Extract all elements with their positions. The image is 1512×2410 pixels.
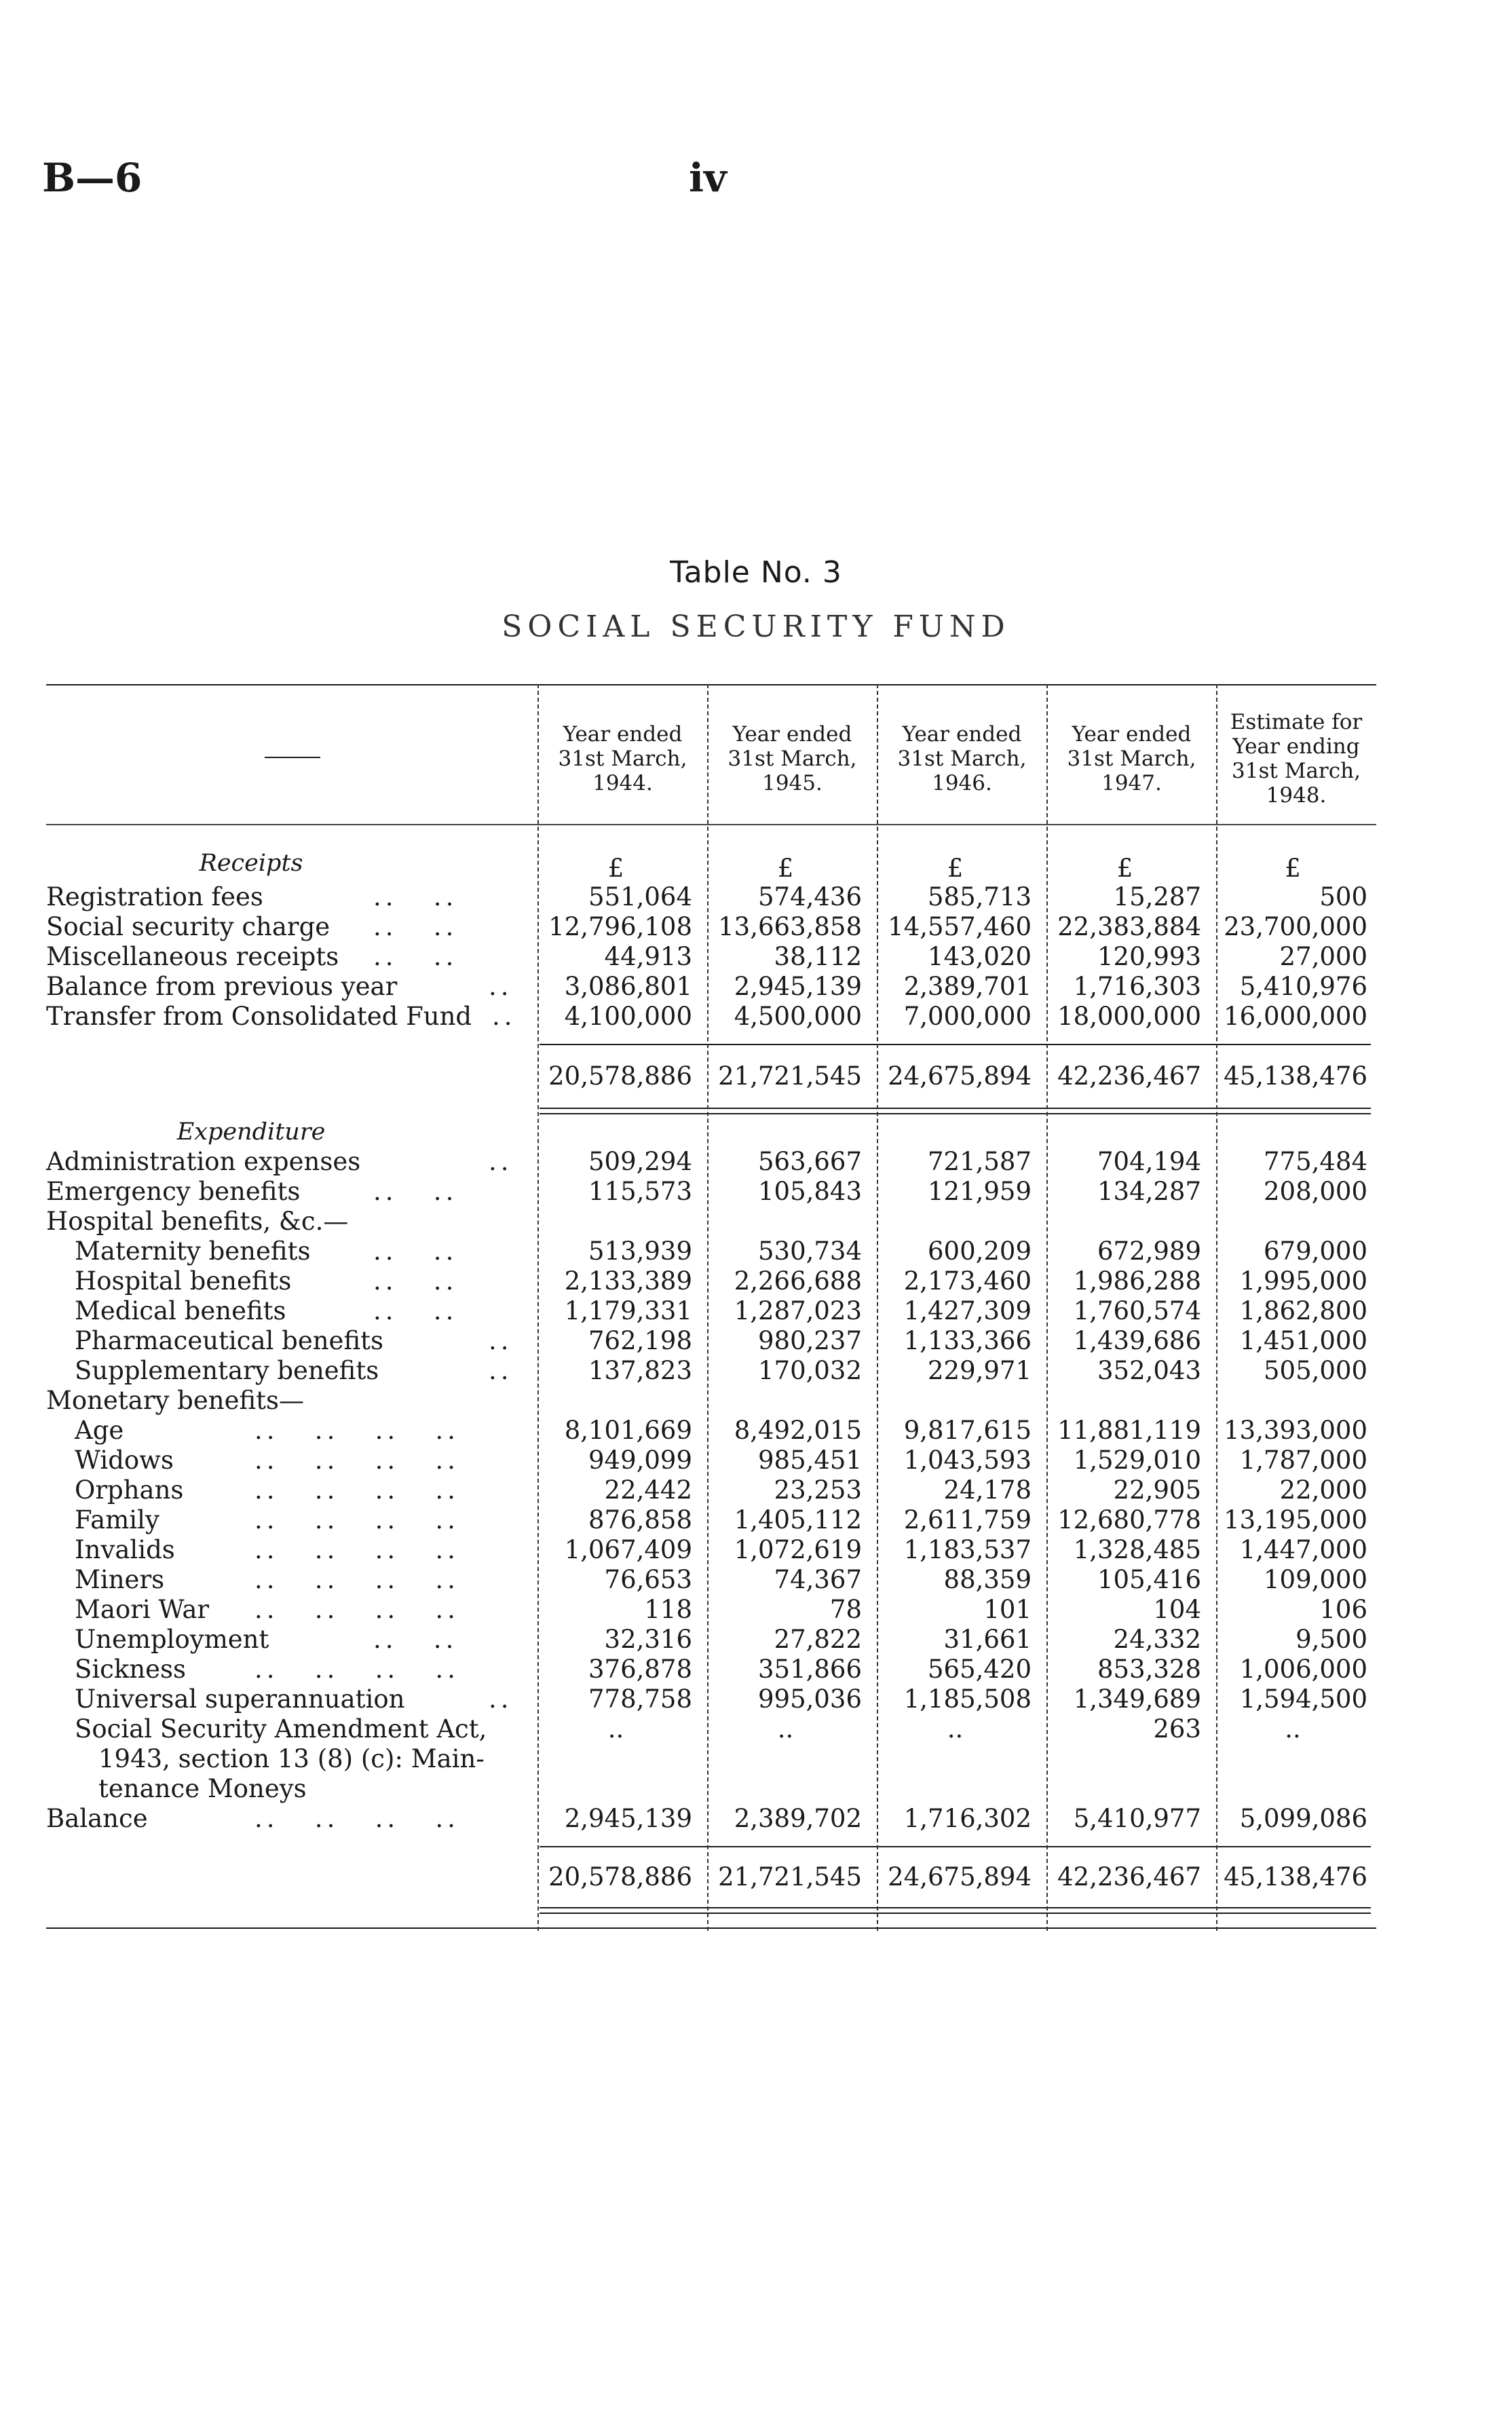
cell-1946: 121,959 — [927, 1177, 1032, 1206]
table-row — [0, 1774, 1512, 1804]
cell-1948: 1,006,000 — [1239, 1655, 1367, 1684]
leader-dots: .. .. .. .. — [254, 1505, 459, 1535]
table-row — [0, 1266, 1512, 1296]
column-header-1947: Year ended 31st March, 1947. — [1067, 722, 1196, 795]
cell-1948: 9,500 — [1296, 1625, 1367, 1654]
cell-1946: 2,389,701 — [903, 972, 1032, 1001]
cell-1948: 1,451,000 — [1239, 1326, 1367, 1355]
row-label: Unemployment — [75, 1625, 269, 1654]
cell-1947: 1,986,288 — [1073, 1266, 1201, 1296]
leader-dots: .. .. .. .. — [254, 1565, 459, 1594]
currency-symbol: £ — [947, 854, 964, 883]
cell-1948: 13,393,000 — [1224, 1416, 1367, 1445]
cell-1944: 762,198 — [588, 1326, 692, 1355]
cell-1945: 985,451 — [757, 1446, 862, 1475]
total-1946: 24,675,894 — [888, 1862, 1032, 1891]
cell-1946: 721,587 — [927, 1147, 1032, 1176]
stub-header-dash — [265, 757, 320, 758]
cell-1947: 105,416 — [1097, 1565, 1201, 1594]
cell-1947: 11,881,119 — [1057, 1416, 1201, 1445]
cell-1945: 1,405,112 — [734, 1505, 862, 1535]
cell-1947: 24,332 — [1113, 1625, 1201, 1654]
cell-1945: 170,032 — [757, 1356, 862, 1385]
leader-dots: .. .. .. .. — [254, 1535, 459, 1564]
row-label: Pharmaceutical benefits — [75, 1326, 383, 1355]
table-top-rule — [46, 684, 1376, 685]
currency-symbol: £ — [777, 854, 794, 883]
expenditure-total-bottom-rule — [540, 1907, 1371, 1908]
leader-dots: .. .. .. .. — [254, 1655, 459, 1684]
table-row — [0, 1002, 1512, 1032]
cell-1944: 509,294 — [588, 1147, 692, 1176]
total-1944: 20,578,886 — [548, 1862, 692, 1891]
cell-1948: .. — [1285, 1714, 1301, 1744]
cell-1946: 1,043,593 — [903, 1446, 1032, 1475]
cell-1947: 352,043 — [1097, 1356, 1201, 1385]
leader-dots: .. .. .. .. — [254, 1804, 459, 1833]
cell-1948: 500 — [1319, 882, 1367, 911]
cell-1945: 23,253 — [774, 1475, 862, 1505]
cell-1947: 134,287 — [1097, 1177, 1201, 1206]
leader-dots: .. .. — [373, 1625, 458, 1654]
cell-1946: 229,971 — [927, 1356, 1032, 1385]
page-number: iv — [689, 155, 727, 201]
cell-1944: 1,067,409 — [564, 1535, 692, 1564]
row-label: Maternity benefits — [75, 1237, 311, 1266]
row-label: Registration fees — [46, 882, 263, 911]
cell-1947: 1,760,574 — [1073, 1296, 1201, 1325]
table-number: Table No. 3 — [670, 555, 842, 590]
cell-1946: 565,420 — [927, 1655, 1032, 1684]
expenditure-total-row — [0, 1862, 1512, 1892]
column-header-1944: Year ended 31st March, 1944. — [558, 722, 687, 795]
cell-1947: 5,410,977 — [1073, 1804, 1201, 1833]
cell-1947: 104 — [1153, 1595, 1201, 1624]
table-row — [0, 1147, 1512, 1177]
cell-1948: 1,862,800 — [1239, 1296, 1367, 1325]
row-label: Orphans — [75, 1475, 184, 1505]
table-row — [0, 972, 1512, 1002]
total-1944: 20,578,886 — [548, 1061, 692, 1091]
row-label: Age — [75, 1416, 124, 1445]
cell-1944: 137,823 — [588, 1356, 692, 1385]
cell-1946: 1,133,366 — [903, 1326, 1032, 1355]
cell-1945: 1,287,023 — [734, 1296, 862, 1325]
cell-1948: 5,410,976 — [1239, 972, 1367, 1001]
cell-1948: 1,995,000 — [1239, 1266, 1367, 1296]
cell-1946: 1,183,537 — [903, 1535, 1032, 1564]
cell-1947: 22,905 — [1113, 1475, 1201, 1505]
cell-1946: 143,020 — [927, 942, 1032, 971]
row-label: Social security charge — [46, 912, 330, 941]
table-row — [0, 1416, 1512, 1446]
cell-1945: 8,492,015 — [734, 1416, 862, 1445]
cell-1944: 4,100,000 — [564, 1002, 692, 1031]
cell-1947: 15,287 — [1113, 882, 1201, 911]
cell-1946: 1,716,302 — [903, 1804, 1032, 1833]
cell-1946: 2,173,460 — [903, 1266, 1032, 1296]
cell-1944: 12,796,108 — [548, 912, 692, 941]
table-row — [0, 1565, 1512, 1595]
table-row — [0, 1207, 1512, 1237]
table-row — [0, 1535, 1512, 1565]
leader-dots: .. .. .. .. — [254, 1475, 459, 1505]
table-title: SOCIAL SECURITY FUND — [502, 609, 1010, 644]
cell-1948: 23,700,000 — [1224, 912, 1367, 941]
leader-dots: .. .. — [373, 942, 458, 971]
row-label: Monetary benefits— — [46, 1386, 305, 1415]
cell-1948: 22,000 — [1279, 1475, 1367, 1505]
cell-1944: 22,442 — [604, 1475, 692, 1505]
total-1945: 21,721,545 — [718, 1862, 862, 1891]
cell-1947: 263 — [1153, 1714, 1201, 1744]
total-1948: 45,138,476 — [1224, 1061, 1367, 1091]
row-label: Miscellaneous receipts — [46, 942, 339, 971]
table-row — [0, 1475, 1512, 1505]
table-row — [0, 882, 1512, 912]
cell-1947: 704,194 — [1097, 1147, 1201, 1176]
leader-dots: .. .. — [373, 882, 458, 911]
expenditure-heading: Expenditure — [176, 1118, 326, 1146]
cell-1948: 1,787,000 — [1239, 1446, 1367, 1475]
cell-1945: 2,945,139 — [734, 972, 862, 1001]
receipts-total-top-rule — [540, 1044, 1371, 1045]
row-label: Miners — [75, 1565, 165, 1594]
cell-1946: 14,557,460 — [888, 912, 1032, 941]
cell-1944: 3,086,801 — [564, 972, 692, 1001]
leader-dots: .. — [489, 972, 513, 1001]
cell-1944: 8,101,669 — [564, 1416, 692, 1445]
row-label: Administration expenses — [46, 1147, 361, 1176]
column-header-1945: Year ended 31st March, 1945. — [727, 722, 857, 795]
cell-1947: 672,989 — [1097, 1237, 1201, 1266]
table-row — [0, 1625, 1512, 1655]
currency-symbol: £ — [607, 854, 624, 883]
table-row — [0, 1655, 1512, 1684]
expenditure-total-top-rule — [540, 1846, 1371, 1847]
expenditure-total-bottom-rule-2 — [540, 1913, 1371, 1914]
column-header-1948-estimate: Estimate for Year ending 31st March, 1948. — [1230, 710, 1363, 808]
cell-1946: 1,427,309 — [903, 1296, 1032, 1325]
leader-dots: .. .. — [373, 912, 458, 941]
row-label: Social Security Amendment Act, — [75, 1714, 487, 1744]
table-row — [0, 1326, 1512, 1356]
cell-1948: 13,195,000 — [1224, 1505, 1367, 1535]
cell-1945: 980,237 — [757, 1326, 862, 1355]
cell-1947: 22,383,884 — [1057, 912, 1201, 941]
cell-1948: 208,000 — [1263, 1177, 1367, 1206]
leader-dots: .. .. .. .. — [254, 1416, 459, 1445]
leader-dots: .. .. .. .. — [254, 1446, 459, 1475]
cell-1944: 513,939 — [588, 1237, 692, 1266]
total-1945: 21,721,545 — [718, 1061, 862, 1091]
table-row — [0, 1356, 1512, 1386]
leader-dots: .. — [489, 1147, 513, 1176]
receipts-total-bottom-rule — [540, 1108, 1371, 1109]
cell-1947: 853,328 — [1097, 1655, 1201, 1684]
receipts-total-row — [0, 1061, 1512, 1091]
table-row — [0, 1296, 1512, 1326]
cell-1947: 120,993 — [1097, 942, 1201, 971]
cell-1945: 574,436 — [757, 882, 862, 911]
cell-1944: 876,858 — [588, 1505, 692, 1535]
cell-1948: 775,484 — [1263, 1147, 1367, 1176]
table-row — [0, 1237, 1512, 1266]
row-label: Sickness — [75, 1655, 187, 1684]
cell-1946: 88,359 — [943, 1565, 1032, 1594]
leader-dots: .. — [489, 1326, 513, 1355]
cell-1946: 1,185,508 — [903, 1684, 1032, 1714]
cell-1945: 13,663,858 — [718, 912, 862, 941]
cell-1946: 585,713 — [927, 882, 1032, 911]
cell-1946: 9,817,615 — [903, 1416, 1032, 1445]
cell-1945: 1,072,619 — [734, 1535, 862, 1564]
row-label: Balance from previous year — [46, 972, 398, 1001]
cell-1944: 76,653 — [604, 1565, 692, 1594]
row-label: Emergency benefits — [46, 1177, 301, 1206]
cell-1945: .. — [777, 1714, 794, 1744]
cell-1944: 551,064 — [588, 882, 692, 911]
cell-1945: 38,112 — [774, 942, 862, 971]
cell-1947: 1,716,303 — [1073, 972, 1201, 1001]
table-row — [0, 1177, 1512, 1207]
cell-1948: 1,594,500 — [1239, 1684, 1367, 1714]
table-row — [0, 1744, 1512, 1774]
row-label: Balance — [46, 1804, 148, 1833]
cell-1948: 16,000,000 — [1224, 1002, 1367, 1031]
table-row — [0, 1714, 1512, 1744]
cell-1945: 2,266,688 — [734, 1266, 862, 1296]
cell-1947: 1,439,686 — [1073, 1326, 1201, 1355]
cell-1948: 109,000 — [1263, 1565, 1367, 1594]
leader-dots: .. .. — [373, 1266, 458, 1296]
row-label: Universal superannuation — [75, 1684, 405, 1714]
table-row — [0, 1595, 1512, 1625]
table-bottom-rule — [46, 1927, 1376, 1929]
cell-1946: 7,000,000 — [903, 1002, 1032, 1031]
cell-1948: 5,099,086 — [1239, 1804, 1367, 1833]
row-label: Medical benefits — [75, 1296, 286, 1325]
cell-1945: 995,036 — [757, 1684, 862, 1714]
total-1946: 24,675,894 — [888, 1061, 1032, 1091]
header-bottom-rule — [46, 824, 1376, 825]
cell-1945: 351,866 — [757, 1655, 862, 1684]
cell-1944: 778,758 — [588, 1684, 692, 1714]
cell-1947: 18,000,000 — [1057, 1002, 1201, 1031]
cell-1944: 2,945,139 — [564, 1804, 692, 1833]
row-label: Maori War — [75, 1595, 210, 1624]
cell-1945: 4,500,000 — [734, 1002, 862, 1031]
cell-1944: .. — [607, 1714, 624, 1744]
cell-1944: 376,878 — [588, 1655, 692, 1684]
currency-symbol: £ — [1285, 854, 1301, 883]
leader-dots: .. — [489, 1356, 513, 1385]
cell-1945: 2,389,702 — [734, 1804, 862, 1833]
cell-1948: 1,447,000 — [1239, 1535, 1367, 1564]
cell-1944: 118 — [644, 1595, 692, 1624]
total-1947: 42,236,467 — [1057, 1061, 1201, 1091]
cell-1947: 1,328,485 — [1073, 1535, 1201, 1564]
cell-1945: 530,734 — [757, 1237, 862, 1266]
cell-1945: 74,367 — [774, 1565, 862, 1594]
cell-1946: .. — [947, 1714, 964, 1744]
row-label: Family — [75, 1505, 159, 1535]
leader-dots: .. .. — [373, 1237, 458, 1266]
cell-1945: 27,822 — [774, 1625, 862, 1654]
cell-1947: 1,349,689 — [1073, 1684, 1201, 1714]
cell-1948: 106 — [1319, 1595, 1367, 1624]
row-label: Hospital benefits, &c.— — [46, 1207, 349, 1236]
cell-1948: 505,000 — [1263, 1356, 1367, 1385]
row-label: Hospital benefits — [75, 1266, 292, 1296]
leader-dots: .. — [489, 1684, 513, 1714]
total-1947: 42,236,467 — [1057, 1862, 1201, 1891]
cell-1944: 949,099 — [588, 1446, 692, 1475]
cell-1944: 44,913 — [604, 942, 692, 971]
leader-dots: .. .. — [373, 1177, 458, 1206]
total-1948: 45,138,476 — [1224, 1862, 1367, 1891]
cell-1947: 1,529,010 — [1073, 1446, 1201, 1475]
cell-1946: 31,661 — [943, 1625, 1032, 1654]
cell-1944: 2,133,389 — [564, 1266, 692, 1296]
cell-1945: 563,667 — [757, 1147, 862, 1176]
cell-1947: 12,680,778 — [1057, 1505, 1201, 1535]
cell-1946: 101 — [983, 1595, 1032, 1624]
leader-dots: .. — [492, 1002, 516, 1031]
table-row — [0, 1446, 1512, 1475]
cell-1946: 24,178 — [943, 1475, 1032, 1505]
column-header-1946: Year ended 31st March, 1946. — [897, 722, 1027, 795]
leader-dots: .. .. — [373, 1296, 458, 1325]
cell-1948: 679,000 — [1263, 1237, 1367, 1266]
table-row — [0, 1804, 1512, 1834]
page-reference: B—6 — [42, 155, 143, 201]
currency-symbol: £ — [1116, 854, 1133, 883]
cell-1945: 105,843 — [757, 1177, 862, 1206]
cell-1945: 78 — [829, 1595, 862, 1624]
table-row — [0, 1505, 1512, 1535]
receipts-heading: Receipts — [199, 850, 303, 877]
row-label: Widows — [75, 1446, 174, 1475]
cell-1944: 115,573 — [588, 1177, 692, 1206]
row-label: Invalids — [75, 1535, 175, 1564]
row-label: Transfer from Consolidated Fund — [46, 1002, 472, 1031]
cell-1948: 27,000 — [1279, 942, 1367, 971]
leader-dots: .. .. .. .. — [254, 1595, 459, 1624]
row-label: 1943, section 13 (8) (c): Main- — [98, 1744, 485, 1773]
cell-1944: 1,179,331 — [564, 1296, 692, 1325]
table-row — [0, 1684, 1512, 1714]
currency-row — [0, 854, 1512, 884]
receipts-total-bottom-rule-2 — [540, 1113, 1371, 1114]
cell-1944: 32,316 — [604, 1625, 692, 1654]
row-label: Supplementary benefits — [75, 1356, 379, 1385]
cell-1946: 600,209 — [927, 1237, 1032, 1266]
table-row — [0, 912, 1512, 942]
row-label: tenance Moneys — [98, 1774, 307, 1803]
table-row — [0, 942, 1512, 972]
cell-1946: 2,611,759 — [903, 1505, 1032, 1535]
table-row — [0, 1386, 1512, 1416]
